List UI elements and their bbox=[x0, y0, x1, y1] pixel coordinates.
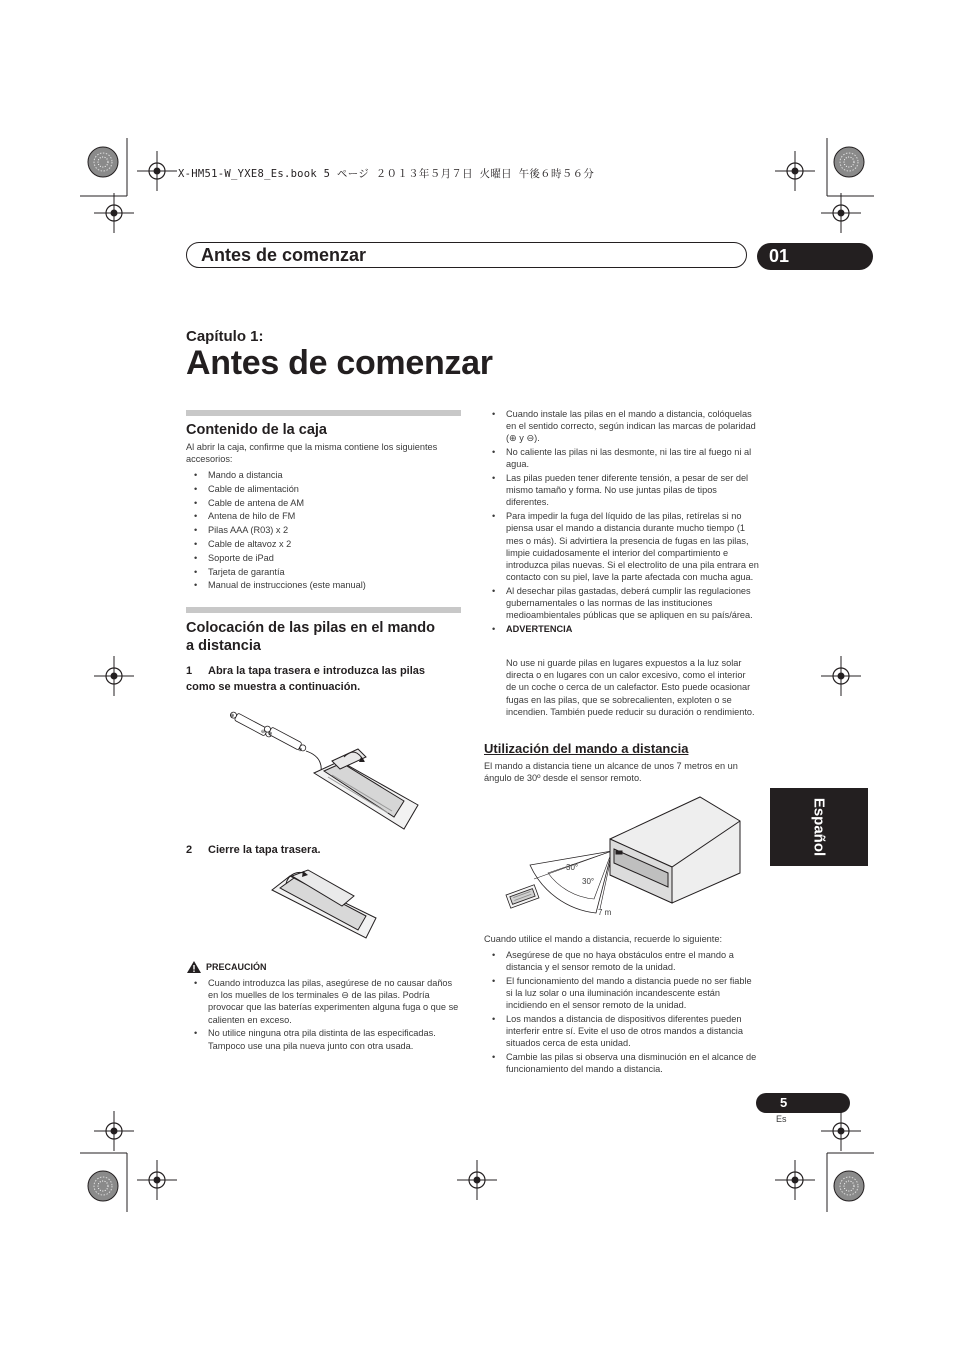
usage-intro: Cuando utilice el mando a distancia, recuerde lo siguiente: bbox=[484, 934, 723, 944]
list-item: • No utilice ninguna otra pila distinta de las especificadas. Tampoco use una pila nueva junto con otra usada. bbox=[186, 1027, 461, 1051]
section-divider bbox=[186, 410, 461, 416]
list-item: • Cable de altavoz x 2 bbox=[186, 538, 456, 552]
contents-list bbox=[186, 469, 456, 593]
registration-mark bbox=[137, 151, 177, 191]
list-item: • Al desechar pilas gastadas, deberá cumplir las regulaciones gubernamentales o las normas de las instituciones medioambientales públicas que se apliquen en su país/área. bbox=[484, 585, 759, 622]
cover-close-illustration bbox=[268, 866, 380, 944]
svg-text:⊕: ⊕ bbox=[230, 713, 235, 719]
contents-section-title: Contenido de la caja bbox=[186, 422, 327, 438]
chapter-title: Antes de comenzar bbox=[186, 344, 493, 382]
list-item: • Cable de alimentación bbox=[186, 483, 456, 497]
registration-mark bbox=[94, 1111, 134, 1151]
registration-mark bbox=[94, 656, 134, 696]
list-item: • Manual de instrucciones (este manual) bbox=[186, 579, 456, 593]
svg-text:⊖: ⊖ bbox=[298, 747, 303, 753]
batteries-section-title: Colocación de las pilas en el mando a distancia bbox=[186, 620, 435, 654]
list-item: • Soporte de iPad bbox=[186, 552, 456, 566]
color-rosette bbox=[834, 147, 864, 177]
distance-label: 7 m bbox=[598, 908, 612, 917]
list-item: • Mando a distancia bbox=[186, 469, 456, 483]
registration-mark bbox=[775, 151, 815, 191]
color-rosette bbox=[88, 1171, 118, 1201]
header-title: Antes de comenzar bbox=[201, 245, 367, 265]
warning-label: ADVERTENCIA bbox=[506, 624, 573, 635]
step-1: 1 Abra la tapa trasera e introduzca las pilas como se muestra a continuación. bbox=[186, 665, 426, 693]
svg-text:⊕: ⊕ bbox=[268, 731, 273, 737]
remote-intro: El mando a distancia tiene un alcance de unos 7 metros en un ángulo de 30º desde el sensor remoto. bbox=[484, 761, 738, 784]
registration-mark bbox=[775, 1160, 815, 1200]
page-language-code: Es bbox=[776, 1114, 787, 1124]
angle-label-lower: 30° bbox=[582, 877, 595, 886]
caution-label: PRECAUCIÓN bbox=[206, 962, 267, 972]
caution-list bbox=[186, 977, 461, 1053]
registration-mark bbox=[821, 656, 861, 696]
color-rosette bbox=[88, 147, 118, 177]
list-item: • Los mandos a distancia de dispositivos diferentes pueden interferir entre sí. Evite el uso de otros mandos a distancia situados cerca de esta unidad. bbox=[484, 1013, 759, 1050]
color-rosette bbox=[834, 1171, 864, 1201]
usage-list bbox=[484, 949, 759, 1077]
list-item: • Cambie las pilas si observa una disminución en el alcance de funcionamiento del mando a distancia. bbox=[484, 1051, 759, 1075]
list-item: • Las pilas pueden tener diferente tensión, a pesar de ser del mismo tamaño y forma. No use juntas pilas de tipos diferentes. bbox=[484, 472, 759, 509]
list-item: • Asegúrese de que no haya obstáculos entre el mando a distancia y el sensor remoto de la unidad. bbox=[484, 949, 759, 973]
registration-mark bbox=[137, 1160, 177, 1200]
section-divider bbox=[186, 607, 461, 613]
remote-section-title: Utilización del mando a distancia bbox=[484, 741, 689, 756]
list-item: • El funcionamiento del mando a distancia puede no ser fiable si la luz solar o una iluminación incandescente están incidiendo en el sensor remoto de la unidad. bbox=[484, 975, 759, 1012]
list-item: • Cuando instale las pilas en el mando a distancia, colóquelas en el sentido correcto, según indican las marcas de polaridad (⊕ y ⊖). bbox=[484, 408, 759, 445]
chapter-number-badge: 01 bbox=[757, 243, 873, 270]
registration-mark bbox=[821, 1111, 861, 1151]
list-item: • Cuando introduzca las pilas, asegúrese de no causar daños en los muelles de los terminales ⊖ de las pilas. Podría provocar que las baterías experimenten alguna fuga o que se calienten en exceso. bbox=[186, 977, 461, 1026]
warning-text: No use ni guarde pilas en lugares expuestos a la luz solar directa o en lugares con un calor excesivo, como el interior de un coche o cerca de un calefactor. Esto puede ocasionar fugas en las pilas, que se sobrecalienten, exploten o se incendien. También puede reducir su duración o rendimiento. bbox=[506, 658, 755, 717]
contents-intro: Al abrir la caja, confirme que la misma contiene los siguientes accesorios: bbox=[186, 442, 438, 465]
list-item bbox=[484, 623, 759, 635]
list-item: • Cable de antena de AM bbox=[186, 497, 456, 511]
registration-mark bbox=[94, 193, 134, 233]
warning-triangle-icon bbox=[187, 961, 201, 973]
language-tab: Español bbox=[770, 788, 868, 866]
list-item: • Para impedir la fuga del líquido de las pilas, retírelas si no piensa usar el mando a distancia durante mucho tiempo (1 mes o más). Si advirtiera la presencia de fugas en las pilas, limpie cuidadosamente el interior del compartimiento e introduzca pilas nuevas. Si el electrolito de una pila entrara en contacto con su piel, lave la parte afectada con mucha agua. bbox=[484, 510, 759, 583]
registration-mark bbox=[821, 193, 861, 233]
list-item: • Pilas AAA (R03) x 2 bbox=[186, 524, 456, 538]
chapter-label: Capítulo 1: bbox=[186, 328, 264, 345]
step-2: 2 Cierre la tapa trasera. bbox=[186, 844, 321, 856]
page-number-badge: 5 bbox=[756, 1093, 850, 1113]
list-item: • Antena de hilo de FM bbox=[186, 510, 456, 524]
svg-text:⊖: ⊖ bbox=[261, 729, 266, 735]
battery-notes-list bbox=[484, 408, 759, 637]
registration-mark bbox=[457, 1160, 497, 1200]
battery-insert-illustration bbox=[228, 705, 420, 833]
list-item: • Tarjeta de garantía bbox=[186, 566, 456, 580]
list-item: • No caliente las pilas ni las desmonte, ni las tire al fuego ni al agua. bbox=[484, 446, 759, 470]
print-info: X-HM51-W_YXE8_Es.book 5 ページ ２０１３年５月７日 火曜日 午後６時５６分 bbox=[178, 168, 595, 180]
angle-label-upper: 30° bbox=[566, 863, 579, 872]
remote-range-illustration bbox=[500, 795, 745, 925]
header-bar bbox=[186, 242, 747, 268]
